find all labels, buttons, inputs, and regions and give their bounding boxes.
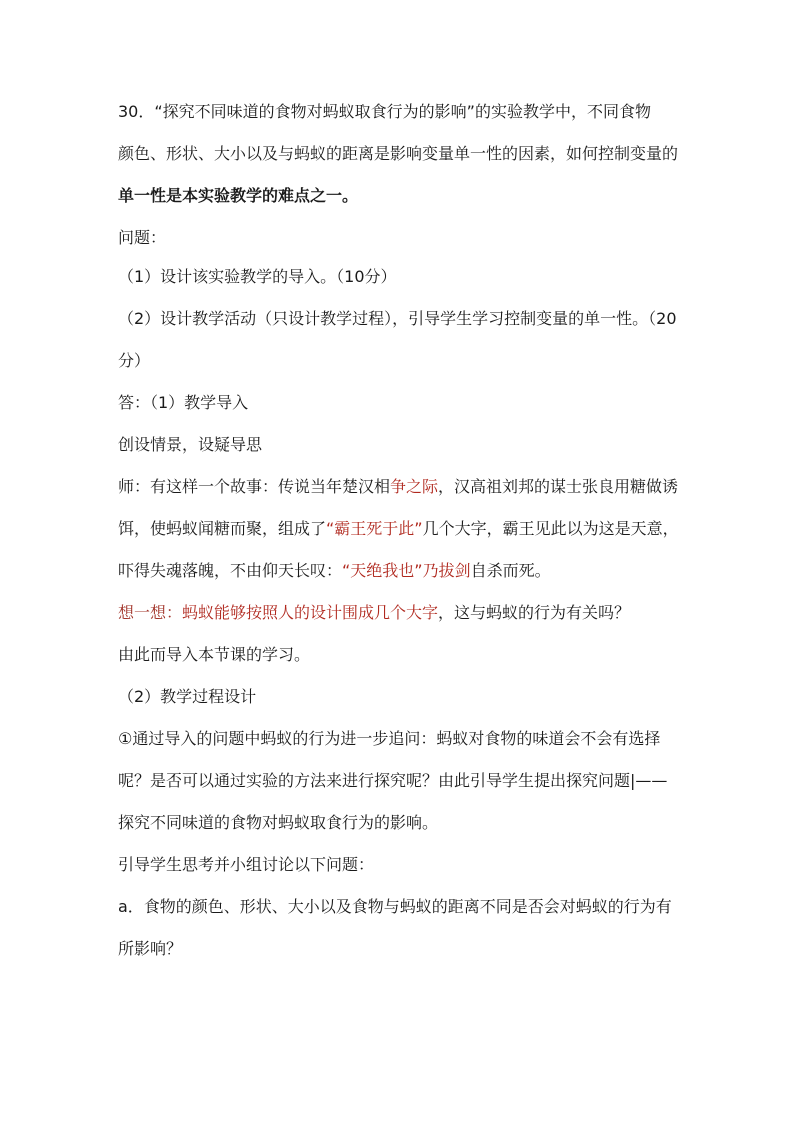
item-a-line-2: 所影响？ [118,939,183,958]
subquestion-2-line-1: （2）设计教学活动（只设计教学过程），引导学生学习控制变量的单一性。（20 [118,309,677,328]
story-line-2 [118,519,688,539]
lead-in: 由此而导入本节课的学习。 [118,645,311,664]
story-text: ，汉高祖刘邦的谋士张良用糖做诱 [438,477,679,496]
think-text: ，这与蚂蚁的行为有关吗？ [438,603,631,622]
document-body [118,102,688,959]
story-text: 饵，使蚂蚁闻糖而聚，组成了 [118,519,327,538]
story-line-3 [118,561,688,581]
question-line-1: 30．“探究不同味道的食物对蚂蚁取食行为的影响”的实验教学中，不同食物 [118,102,651,121]
subquestion-2-line-2: 分） [118,351,151,370]
question-line-2: 颜色、形状、大小以及与蚂蚁的距离是影响变量单一性的因素，如何控制变量的 [118,144,679,163]
story-line-1 [118,477,688,497]
think-label: 想一想： [118,603,183,622]
question-line-3: 单一性是本实验教学的难点之一。 [118,186,359,205]
step1-line-3: 探究不同味道的食物对蚂蚁取食行为的影响。 [118,813,439,832]
story-highlight: 乃拔剑 [422,561,471,580]
item-a-line-1: a．食物的颜色、形状、大小以及食物与蚂蚁的距离不同是否会对蚂蚁的行为有 [118,897,672,916]
subquestion-1: （1）设计该实验教学的导入。（10分） [118,267,397,286]
story-highlight: 争之际 [390,477,439,496]
story-text: 自杀而死。 [470,561,551,580]
story-text: 吓得失魂落魄，不由仰天长叹： [118,561,343,580]
step1-line-1: ①通过导入的问题中蚂蚁的行为进一步追问：蚂蚁对食物的味道会不会有选择 [118,729,661,748]
step1-line-2: 呢？是否可以通过实验的方法来进行探究呢？由此引导学生提出探究问题|—— [118,771,668,790]
discussion-intro: 引导学生思考并小组讨论以下问题： [118,855,375,874]
story-text: 师：有这样一个故事：传说当年楚汉相 [118,477,391,496]
story-quote-highlight: “霸王死于此” [326,519,423,538]
answer-heading: 答：（1）教学导入 [118,393,249,412]
think-highlight: 蚂蚁能够按照人的设计围成几个大字 [182,603,439,622]
story-quote-highlight: “天绝我也” [342,561,423,580]
process-heading: （2）教学过程设计 [118,687,257,706]
think-line [118,603,688,623]
story-text: 几个大字，霸王见此以为这是天意， [422,519,679,538]
intro-subtitle: 创设情景，设疑导思 [118,435,263,454]
prompt-label: 问题： [118,228,167,247]
